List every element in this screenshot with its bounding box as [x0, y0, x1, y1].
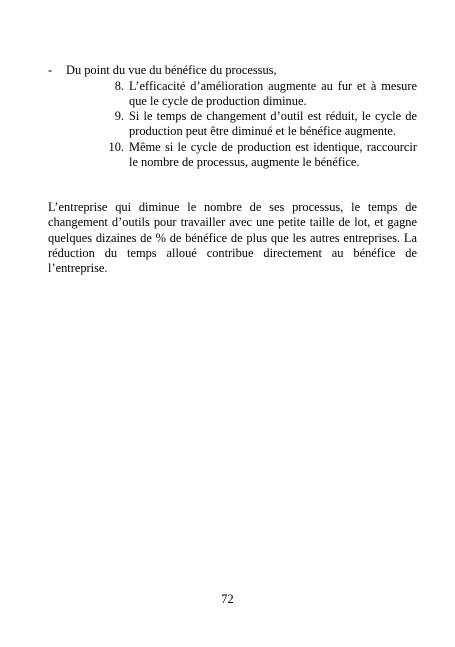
- bullet-text: Du point du vue du bénéfice du processus,: [66, 63, 277, 77]
- list-item-number: 10.: [108, 139, 124, 154]
- bullet-item: [48, 63, 418, 78]
- page-number: 72: [221, 592, 234, 606]
- list-item-text: L’efficacité d’amélioration augmente au fur et à mesure que le cycle de production diminue.: [129, 78, 417, 108]
- body-paragraph: L’entreprise qui diminue le nombre de ses processus, le temps de changement d’outils pour travailler avec une petite taille de lot, et gagne quelques dizaines de % de bénéfice de plus que les autres entreprises. La réduction du temps alloué contribue directement au bénéfice de l’entreprise.: [48, 200, 417, 276]
- numbered-list: [104, 79, 417, 171]
- list-item-number: 9.: [114, 109, 124, 124]
- list-item: [104, 79, 417, 110]
- bullet-marker: -: [48, 63, 53, 77]
- list-item: [104, 140, 417, 171]
- list-item-text: Si le temps de changement d’outil est réduit, le cycle de production peut être diminué et le bénéfice augmente.: [129, 109, 417, 139]
- list-item-text: Même si le cycle de production est identique, raccourcir le nombre de processus, augmente le bénéfice.: [129, 139, 417, 169]
- list-item-number: 8.: [114, 78, 124, 93]
- list-item: [104, 109, 417, 140]
